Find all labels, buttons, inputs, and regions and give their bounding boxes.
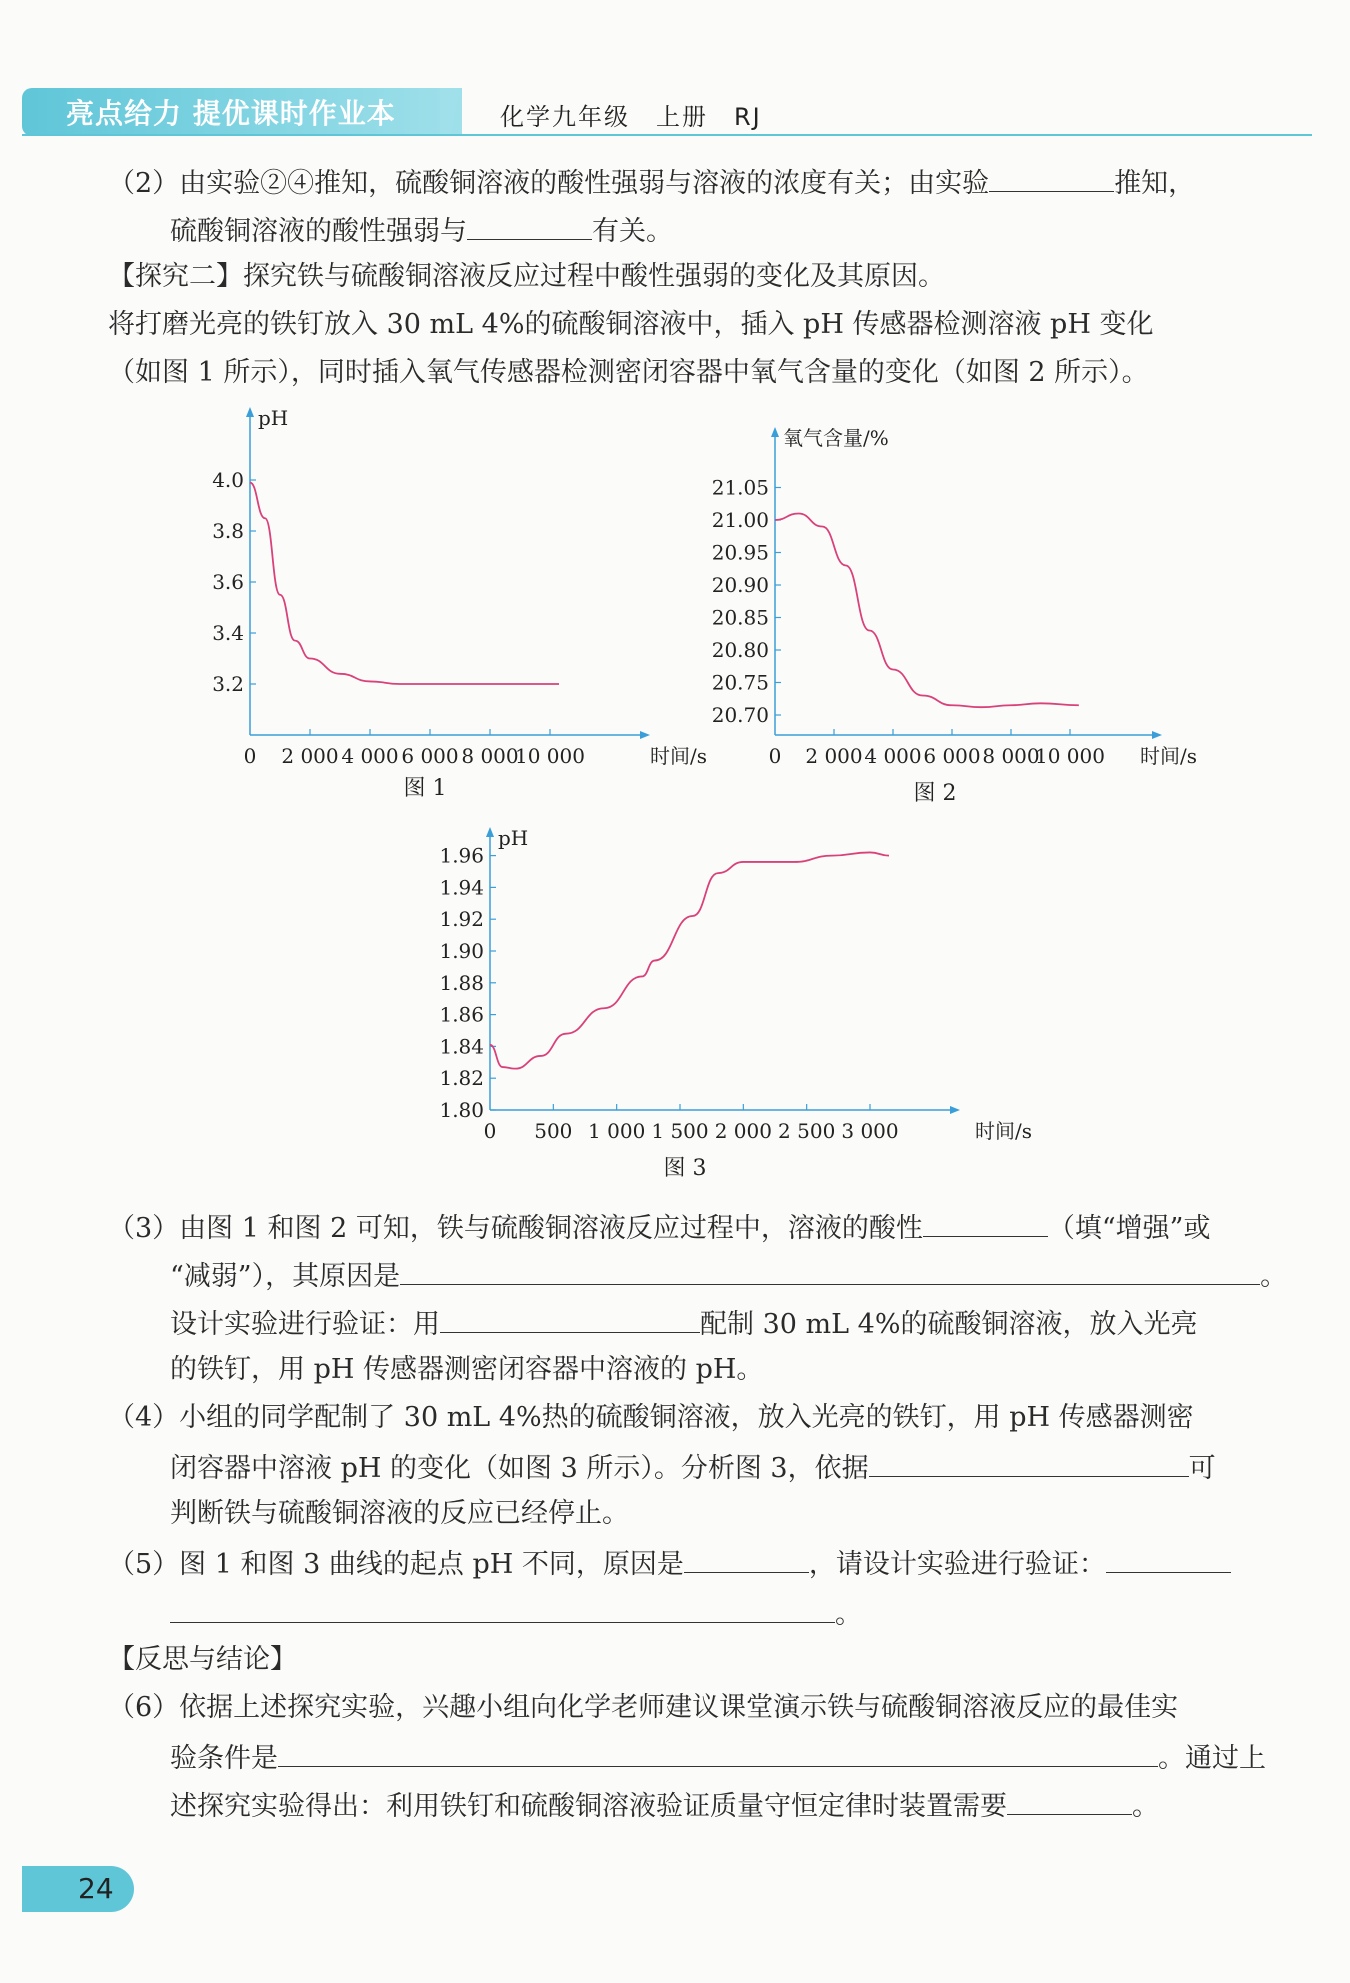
x-tick-label: 1 500	[651, 1119, 709, 1143]
blank[interactable]	[684, 1544, 809, 1573]
blank[interactable]	[1106, 1544, 1231, 1573]
y-tick-label: 20.80	[711, 638, 769, 662]
x-tick-label: 2 000	[281, 744, 339, 768]
y-tick-label: 20.90	[711, 573, 769, 597]
inquiry2-p1: 将打磨光亮的铁钉放入 30 mL 4%的硫酸铜溶液中，插入 pH 传感器检测溶液 pH 变化	[108, 309, 1154, 340]
blank[interactable]	[440, 1304, 700, 1333]
y-tick-label: 21.00	[711, 508, 769, 532]
x-tick-label: 4 000	[864, 744, 922, 768]
x-tick-label: 0	[483, 1119, 497, 1143]
x-axis-arrow	[950, 1106, 960, 1114]
subject-label: 化学九年级 上册 RJ	[500, 103, 762, 131]
x-tick-label: 2 000	[805, 744, 863, 768]
y-tick-label: 1.92	[439, 907, 484, 932]
x-tick-label: 8 000	[982, 744, 1040, 768]
y-tick-label: 4.0	[212, 468, 244, 492]
y-tick-label: 20.85	[711, 605, 769, 630]
y-tick-label: 20.75	[711, 670, 769, 695]
x-tick-label: 6 000	[401, 744, 459, 768]
blank[interactable]	[989, 163, 1114, 192]
x-axis-arrow	[640, 731, 650, 739]
x-tick-label: 0	[768, 744, 782, 768]
x-tick-label: 1 000	[588, 1119, 646, 1143]
header-band-cap	[440, 88, 480, 136]
blank[interactable]	[400, 1256, 1260, 1285]
q4-line1: （4）小组的同学配制了 30 mL 4%热的硫酸铜溶液，放入光亮的铁钉，用 pH 传感器测密	[108, 1402, 1194, 1433]
blank[interactable]	[467, 211, 592, 240]
y-tick-label: 20.95	[711, 540, 769, 565]
q2-line1: （2）由实验②④推知，硫酸铜溶液的酸性强弱与溶液的浓度有关；由实验 推知，	[108, 163, 1195, 202]
data-curve	[250, 483, 559, 684]
x-tick-label: 10 000	[515, 744, 585, 768]
x-tick-label: 500	[534, 1119, 573, 1143]
brand-title: 亮点给力 提优课时作业本	[66, 97, 396, 130]
q6-line3: 述探究实验得出：利用铁钉和硫酸铜溶液验证质量守恒定律时装置需要 。	[170, 1786, 1159, 1825]
q6-line2: 验条件是 。通过上	[170, 1738, 1266, 1777]
y-tick-label: 3.6	[212, 570, 244, 594]
x-axis-label: 时间/s	[975, 1119, 1033, 1143]
y-tick-label: 3.4	[212, 621, 244, 645]
x-axis-label: 时间/s	[650, 744, 708, 768]
chart-fig1	[195, 405, 708, 801]
x-tick-label: 6 000	[923, 744, 981, 768]
y-tick-label: 1.80	[439, 1098, 484, 1122]
figure-caption: 图 1	[403, 776, 447, 801]
chart-fig2	[700, 425, 1210, 806]
data-curve	[775, 514, 1079, 708]
q3-line1: （3）由图 1 和图 2 可知，铁与硫酸铜溶液反应过程中，溶液的酸性 （填“增强”或	[108, 1208, 1210, 1247]
x-tick-label: 3 000	[841, 1119, 899, 1143]
y-tick-label: 20.70	[711, 703, 769, 727]
y-tick-label: 3.2	[212, 672, 244, 696]
page-number: 24	[78, 1872, 114, 1905]
data-curve	[490, 852, 889, 1068]
x-tick-label: 8 000	[461, 744, 519, 768]
x-axis-arrow	[1152, 731, 1162, 739]
y-tick-label: 1.88	[439, 970, 484, 995]
y-tick-label: 1.90	[439, 939, 484, 963]
y-tick-label: 1.86	[439, 1002, 484, 1027]
y-axis-label: pH	[258, 406, 289, 430]
blank[interactable]	[923, 1208, 1048, 1237]
y-axis-arrow	[771, 427, 779, 437]
q3-line3: 设计实验进行验证：用 配制 30 mL 4%的硫酸铜溶液，放入光亮	[170, 1304, 1197, 1343]
y-axis-label: 氧气含量/%	[783, 426, 889, 450]
y-axis-arrow	[486, 827, 494, 837]
y-tick-label: 1.84	[439, 1034, 484, 1059]
header-rule	[22, 134, 1312, 136]
x-tick-label: 10 000	[1035, 744, 1105, 768]
q5-line1: （5）图 1 和图 3 曲线的起点 pH 不同，原因是 ，请设计实验进行验证：	[108, 1544, 1231, 1583]
x-tick-label: 2 000	[714, 1119, 772, 1143]
y-tick-label: 1.82	[439, 1066, 484, 1091]
x-tick-label: 2 500	[778, 1119, 836, 1143]
blank[interactable]	[278, 1738, 1158, 1767]
chart-fig3	[430, 820, 1033, 1190]
y-tick-label: 21.05	[711, 475, 769, 500]
q2-line2: 硫酸铜溶液的酸性强弱与 有关。	[170, 211, 673, 250]
y-axis-label: pH	[498, 826, 529, 850]
x-tick-label: 4 000	[341, 744, 399, 768]
x-axis-label: 时间/s	[1140, 744, 1198, 768]
blank[interactable]	[1007, 1786, 1132, 1815]
y-tick-label: 1.94	[439, 875, 484, 900]
q6-line1: （6）依据上述探究实验，兴趣小组向化学老师建议课堂演示铁与硫酸铜溶液反应的最佳实	[108, 1692, 1179, 1723]
q5-line2: 。	[170, 1594, 862, 1633]
q4-line2: 闭容器中溶液 pH 的变化（如图 3 所示）。分析图 3，依据 可	[170, 1448, 1216, 1487]
y-tick-label: 3.8	[212, 519, 244, 543]
blank[interactable]	[869, 1448, 1189, 1477]
figure-caption: 图 2	[913, 781, 957, 806]
inquiry2-p2: （如图 1 所示），同时插入氧气传感器检测密闭容器中氧气含量的变化（如图 2 所示）。	[108, 357, 1149, 388]
x-tick-label: 0	[243, 744, 257, 768]
y-tick-label: 1.96	[439, 843, 484, 868]
q3-line2: “减弱”），其原因是 。	[170, 1256, 1287, 1295]
q4-line3: 判断铁与硫酸铜溶液的反应已经停止。	[170, 1498, 629, 1529]
figure-caption: 图 3	[663, 1156, 707, 1181]
inquiry2-title: 【探究二】探究铁与硫酸铜溶液反应过程中酸性强弱的变化及其原因。	[108, 261, 945, 292]
blank[interactable]	[170, 1594, 835, 1623]
reflect-title: 【反思与结论】	[108, 1644, 297, 1675]
q3-line4: 的铁钉，用 pH 传感器测密闭容器中溶液的 pH。	[170, 1354, 764, 1385]
page-number-badge	[22, 1866, 134, 1912]
y-axis-arrow	[246, 407, 254, 417]
